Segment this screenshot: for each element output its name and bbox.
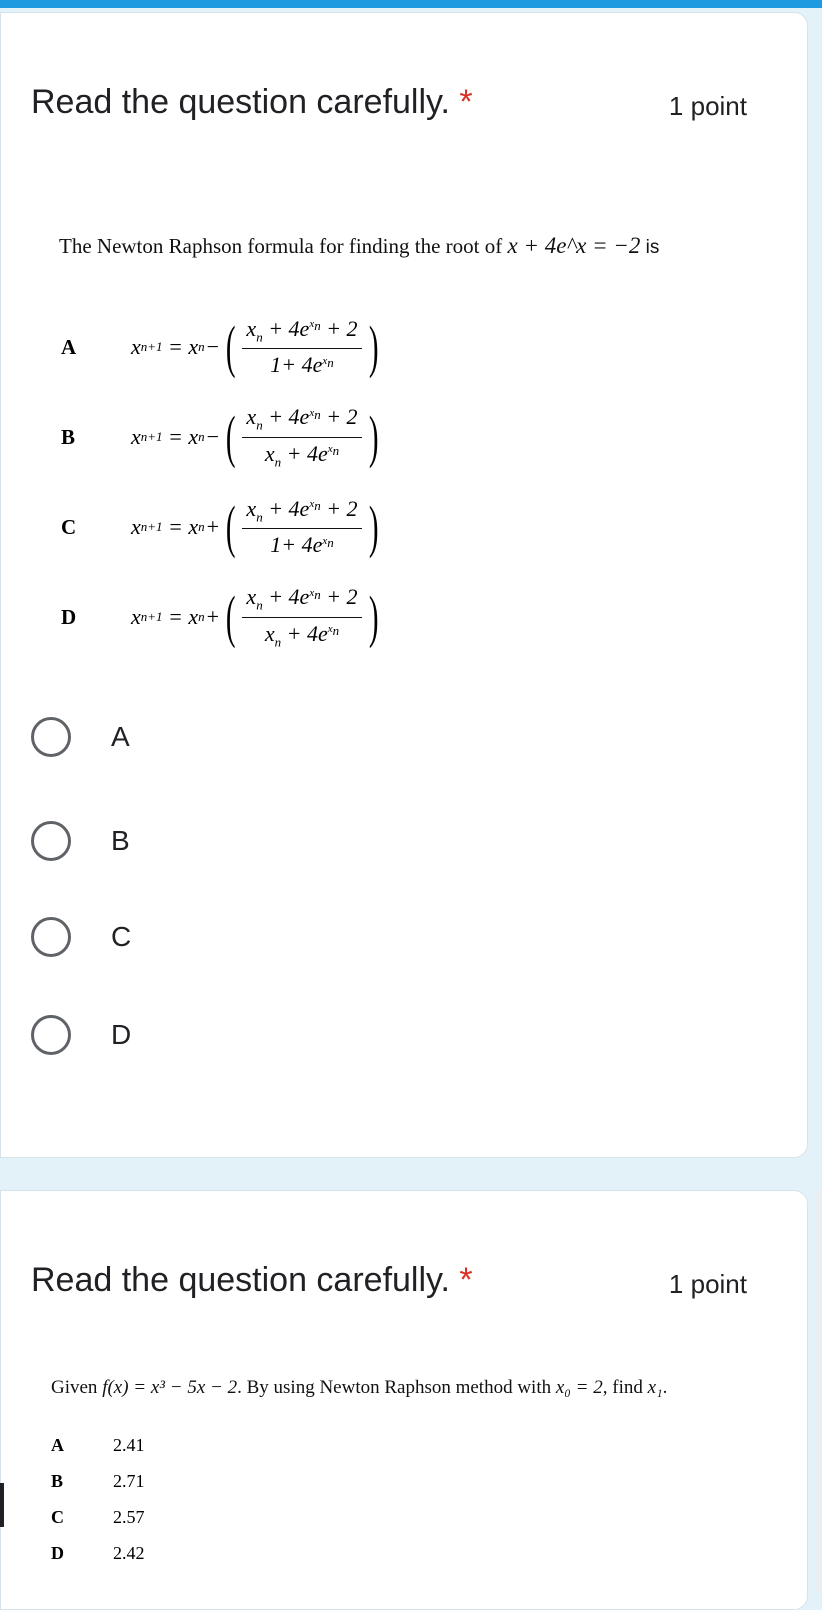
scrollbar[interactable] — [816, 1190, 822, 1592]
formula-option-a — [61, 311, 383, 383]
value-option-a — [51, 1435, 145, 1456]
choice-c[interactable] — [31, 907, 131, 967]
stem-text: . By using Newton Raphson method with — [237, 1377, 552, 1398]
choice-a[interactable] — [31, 707, 130, 767]
option-value: 2.41 — [113, 1435, 145, 1455]
formula: x n+1 = x n + ( $\frac{x_n + 4e^{x_n} + 2}{1+ 4e^{x_n}}$ ) — [131, 493, 379, 559]
formula: x n+1 = x n + ( $\frac{x_n + 4e^{x_n} + 2}{x_n + 4e^{x_n}}$ ) — [131, 584, 379, 649]
formula-letter: A — [61, 334, 77, 359]
radio-button[interactable] — [31, 1015, 71, 1055]
choice-label: B — [111, 825, 130, 856]
question-points: 1 point — [668, 1269, 747, 1299]
stem-text: The Newton Raphson formula for finding the root of — [59, 234, 503, 258]
radio-button[interactable] — [31, 717, 71, 757]
option-value: 2.71 — [113, 1471, 145, 1491]
formula-operator: + — [206, 513, 220, 539]
stem-initial-value: x₀ = 2 — [555, 1377, 603, 1398]
choice-label: D — [111, 1019, 132, 1050]
stem-equation: x + 4e^x = −2 — [507, 233, 641, 258]
question-title-text: Read the question carefully. — [31, 1261, 450, 1299]
radio-button[interactable] — [31, 917, 71, 957]
stem-end: . — [662, 1377, 668, 1398]
top-accent-bar — [0, 0, 822, 8]
choice-label: A — [111, 721, 130, 752]
stem-function: f(x) = x³ − 5x − 2 — [102, 1377, 238, 1398]
choice-label: C — [111, 921, 132, 952]
option-value: 2.57 — [113, 1507, 145, 1527]
option-value: 2.42 — [113, 1543, 145, 1563]
question-title — [31, 83, 473, 122]
left-edge-marker — [0, 1483, 4, 1527]
required-asterisk: * — [459, 83, 473, 121]
question-card-1 — [0, 12, 808, 1158]
formula-option-b — [61, 401, 383, 473]
question-stem — [59, 233, 659, 259]
choice-b[interactable] — [31, 811, 130, 871]
question-card-2 — [0, 1190, 808, 1610]
formula-option-d — [61, 581, 383, 653]
radio-button[interactable] — [31, 821, 71, 861]
choice-d[interactable] — [31, 1005, 131, 1065]
formula-operator: − — [206, 424, 220, 449]
stem-suffix: is — [645, 237, 660, 258]
formula-operator: − — [206, 333, 220, 359]
stem-find: , find — [602, 1377, 643, 1398]
value-option-c — [51, 1507, 145, 1528]
value-option-d — [51, 1543, 145, 1564]
formula-operator: + — [206, 604, 220, 629]
formula-option-c — [61, 491, 383, 563]
formula: x n+1 = x n − ( $\frac{x_n + 4e^{x_n} + 2}{x_n + 4e^{x_n}}$ ) — [131, 404, 379, 469]
formula: x n+1 = x n − ( $\frac{x_n + 4e^{x_n} + 2}{1+ 4e^{x_n}}$ ) — [131, 313, 379, 379]
question-title-text: Read the question carefully. — [31, 83, 450, 121]
formula-letter: D — [61, 604, 77, 629]
stem-target: x₁ — [647, 1377, 663, 1398]
question-title — [31, 1261, 473, 1300]
formula-letter: B — [61, 424, 76, 449]
formula-letter: C — [61, 514, 77, 539]
question-stem — [51, 1377, 667, 1399]
option-letter: D — [51, 1543, 64, 1563]
value-option-b — [51, 1471, 145, 1492]
option-letter: B — [51, 1471, 64, 1491]
question-points: 1 point — [668, 91, 747, 121]
option-letter: A — [51, 1435, 64, 1455]
stem-given: Given — [51, 1377, 98, 1398]
option-letter: C — [51, 1507, 64, 1527]
required-asterisk: * — [459, 1261, 473, 1299]
